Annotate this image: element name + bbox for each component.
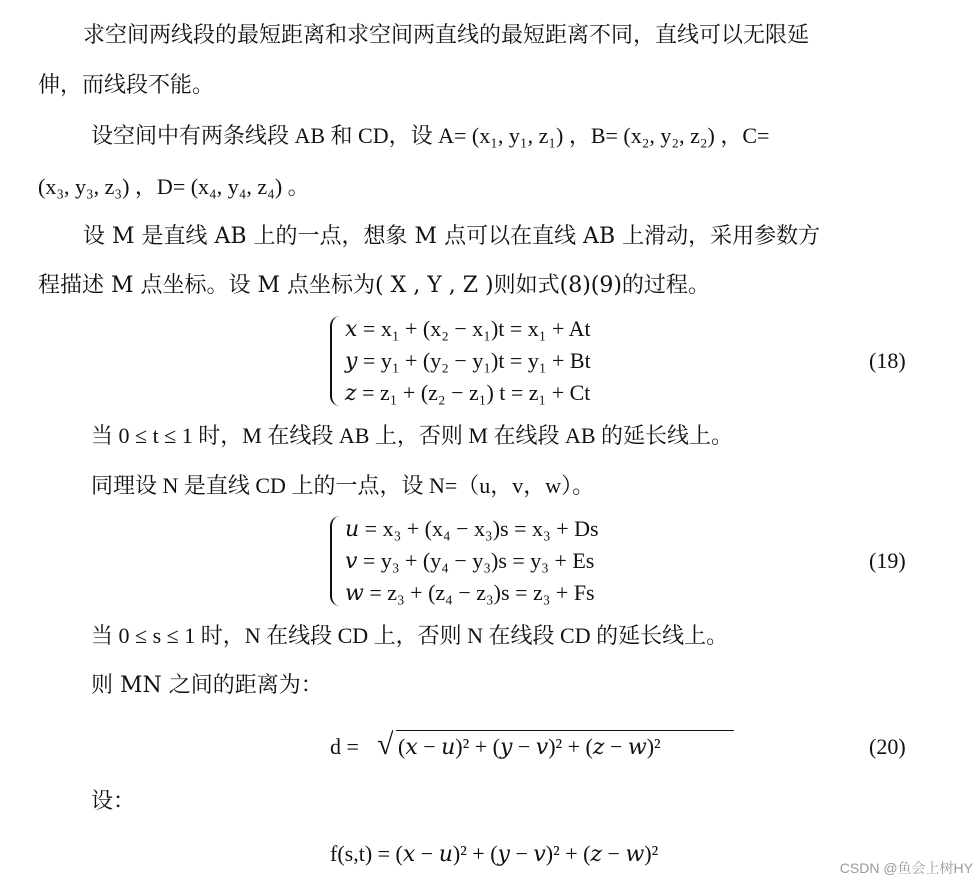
eq20-number: (20) xyxy=(869,734,906,759)
para3-line2: 程描述 M 点坐标。设 M 点坐标为( X , Y , Z )则如式(8)(9)的过程。 xyxy=(38,273,710,298)
eq18-number: (18) xyxy=(869,348,906,373)
para2-line2: (x₃, y₃, z₃) ，D= (x₄, y₄, z₄) 。 xyxy=(38,174,310,199)
eq20-radicand: (𝑥 − 𝑢)² + (𝑦 − 𝑣)² + (𝑧 − 𝑤)² xyxy=(398,734,661,759)
eq18-brace xyxy=(330,316,342,406)
set-label: 设： xyxy=(91,789,136,814)
eq19-number: (19) xyxy=(869,548,906,573)
csdn-watermark: CSDN @鱼会上树HY xyxy=(839,860,973,876)
eq21: f(s,t) = (𝑥 − 𝑢)² + (𝑦 − 𝑣)² + (𝑧 − 𝑤)² xyxy=(330,841,659,866)
sqrt-overbar xyxy=(396,730,734,731)
eq18-row-z: 𝑧 = z₁ + (z₂ − z₁) t = z₁ + Ct xyxy=(345,380,591,405)
para1-line2: 伸，而线段不能。 xyxy=(38,73,215,98)
definition-n: 同理设 N 是直线 CD 上的一点，设 N=（u，v，w）。 xyxy=(91,473,595,498)
eq19-brace xyxy=(330,516,342,606)
condition-n: 当 0 ≤ s ≤ 1 时，N 在线段 CD 上，否则 N 在线段 CD 的延长线上。 xyxy=(91,623,729,648)
eq18-row-y: 𝑦 = y₁ + (y₂ − y₁)t = y₁ + Bt xyxy=(345,348,591,373)
para2-line1: 设空间中有两条线段 AB 和 CD，设 A= (x₁, y₁, z₁) ，B= (x₂, y₂, z₂) ，C= xyxy=(91,123,770,148)
eq19-row-w: 𝑤 = z₃ + (z₄ − z₃)s = z₃ + Fs xyxy=(345,580,595,605)
eq20-lhs: d = xyxy=(330,734,359,759)
eq19-row-v: 𝑣 = y₃ + (y₄ − y₃)s = y₃ + Es xyxy=(345,548,595,573)
sqrt-sign: √ xyxy=(377,728,394,761)
distance-intro: 则 MN 之间的距离为： xyxy=(91,673,323,698)
para3-line1: 设 M 是直线 AB 上的一点，想象 M 点可以在直线 AB 上滑动，采用参数方 xyxy=(83,224,821,249)
eq19-row-u: 𝑢 = x₃ + (x₄ − x₃)s = x₃ + Ds xyxy=(345,516,599,541)
condition-m: 当 0 ≤ t ≤ 1 时，M 在线段 AB 上，否则 M 在线段 AB 的延长线上。 xyxy=(91,423,734,448)
eq18-row-x: 𝑥 = x₁ + (x₂ − x₁)t = x₁ + At xyxy=(345,316,591,341)
para1-line1: 求空间两线段的最短距离和求空间两直线的最短距离不同，直线可以无限延 xyxy=(83,23,810,48)
